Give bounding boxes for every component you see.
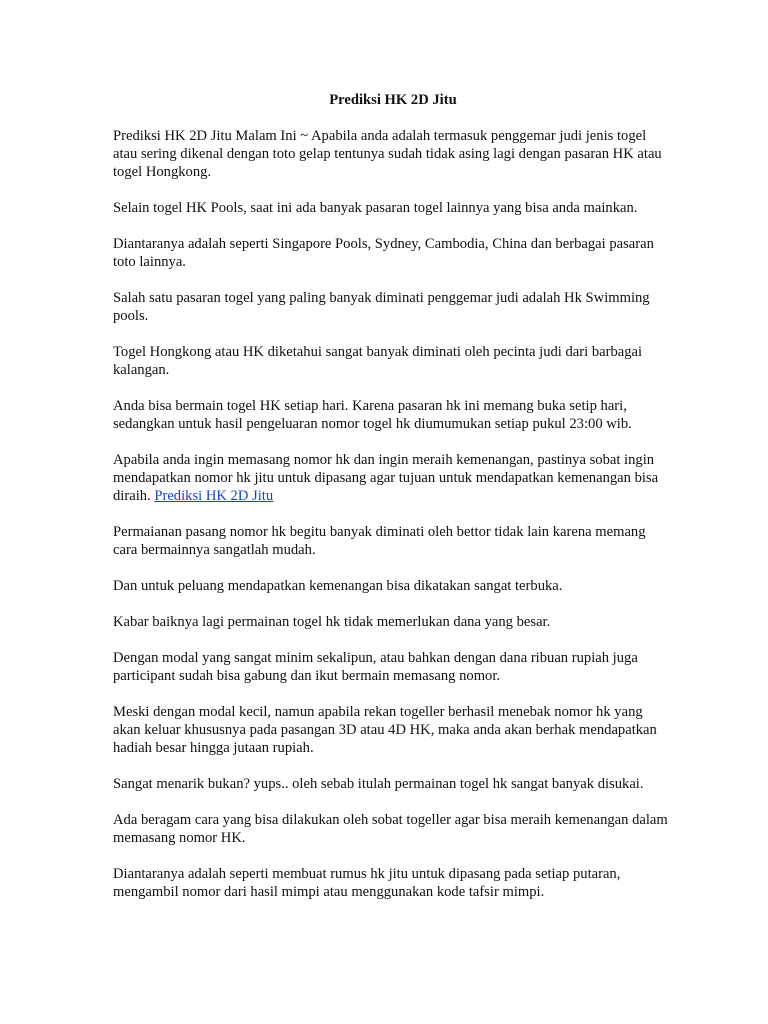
paragraph: Meski dengan modal kecil, namun apabila rekan togeller berhasil menebak nomor hk yang akan keluar khususnya pada pasangan 3D atau 4D HK, maka anda akan berhak mendapatkan hadiah besar hingga jutaan rupiah.	[113, 704, 657, 756]
paragraph: Selain togel HK Pools, saat ini ada banyak pasaran togel lainnya yang bisa anda mainkan.	[113, 200, 638, 216]
paragraph: Dan untuk peluang mendapatkan kemenangan bisa dikatakan sangat terbuka.	[113, 578, 563, 594]
paragraph: Prediksi HK 2D Jitu Malam Ini ~ Apabila anda adalah termasuk penggemar judi jenis togel atau sering dikenal dengan toto gelap tentunya sudah tidak asing lagi dengan pasaran HK atau togel Hongkong.	[113, 128, 662, 180]
document-body	[113, 91, 673, 919]
paragraph: Dengan modal yang sangat minim sekalipun, atau bahkan dengan dana ribuan rupiah juga participant sudah bisa gabung dan ikut bermain memasang nomor.	[113, 650, 638, 684]
paragraph: Ada beragam cara yang bisa dilakukan oleh sobat togeller agar bisa meraih kemenangan dalam memasang nomor HK.	[113, 812, 668, 846]
paragraph: Togel Hongkong atau HK diketahui sangat banyak diminati oleh pecinta judi dari barbagai kalangan.	[113, 344, 643, 378]
paragraph: Anda bisa bermain togel HK setiap hari. Karena pasaran hk ini memang buka setip hari, sedangkan untuk hasil pengeluaran nomor togel hk diumumukan setiap pukul 23:00 wib.	[113, 398, 632, 432]
paragraph: Permaianan pasang nomor hk begitu banyak diminati oleh bettor tidak lain karena memang cara bermainnya sangatlah mudah.	[113, 524, 646, 558]
paragraph: Salah satu pasaran togel yang paling banyak diminati penggemar judi adalah Hk Swimming pools.	[113, 290, 650, 324]
document-title: Prediksi HK 2D Jitu	[329, 92, 457, 108]
prediksi-link[interactable]: Prediksi HK 2D Jitu	[154, 488, 274, 504]
paragraph: Diantaranya adalah seperti Singapore Pools, Sydney, Cambodia, China dan berbagai pasaran toto lainnya.	[113, 236, 654, 270]
paragraph: Sangat menarik bukan? yups.. oleh sebab itulah permainan togel hk sangat banyak disukai.	[113, 776, 644, 792]
paragraph: Diantaranya adalah seperti membuat rumus hk jitu untuk dipasang pada setiap putaran, mengambil nomor dari hasil mimpi atau menggunakan kode tafsir mimpi.	[113, 866, 621, 900]
paragraph-text: Apabila anda ingin memasang nomor hk dan ingin meraih kemenangan, pastinya sobat ingin mendapatkan nomor hk jitu untuk dipasang agar tujuan untuk mendapatkan kemenangan bisa diraih.	[113, 452, 659, 504]
paragraph: Kabar baiknya lagi permainan togel hk tidak memerlukan dana yang besar.	[113, 614, 551, 630]
paragraph-with-link	[113, 451, 673, 505]
